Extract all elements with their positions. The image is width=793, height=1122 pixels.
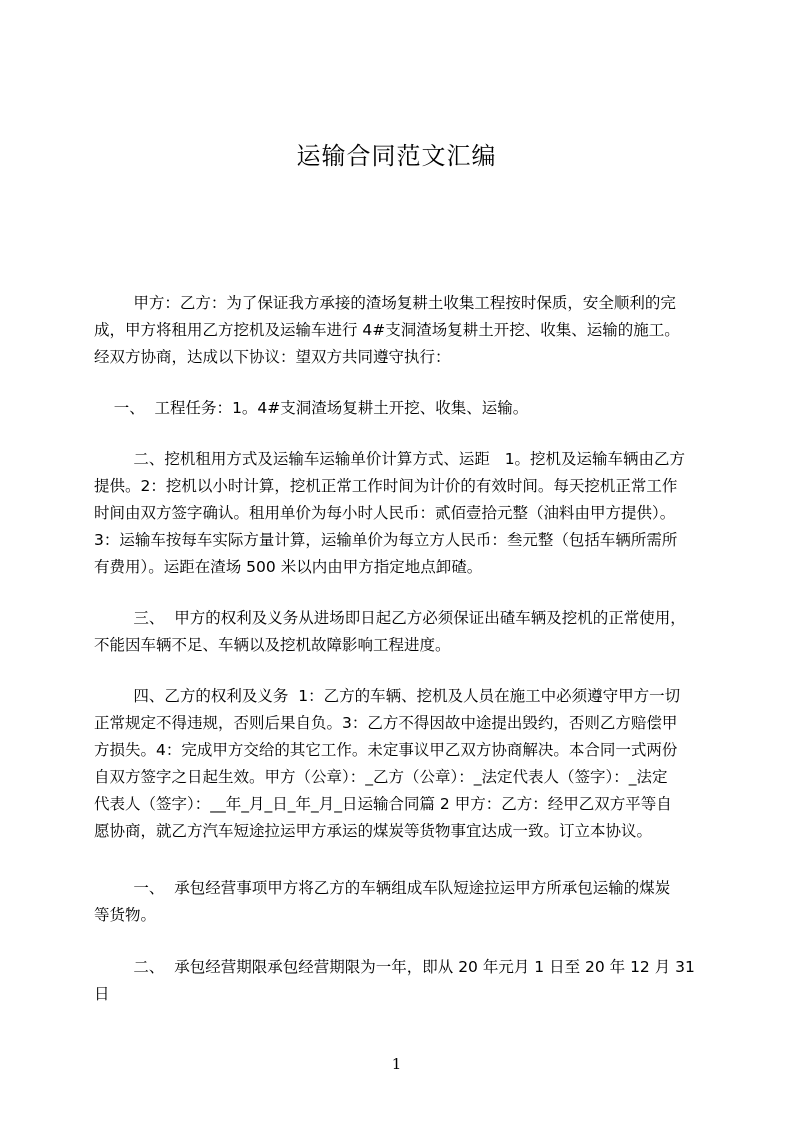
document-title: 运输合同范文汇编 bbox=[296, 142, 497, 170]
text-line: 二、 承包经营期限承包经营期限为一年，即从 20 年元月 1 日至 20 年 12 月 31 bbox=[94, 958, 695, 976]
text-line: 正常规定不得违规，否则后果自负。3：乙方不得因故中途提出毁约，否则乙方赔偿甲 bbox=[94, 714, 678, 732]
text-line: 一、 工程任务：1。4#支洞渣场复耕土开挖、收集、运输。 bbox=[94, 399, 529, 417]
paragraph-contract2-section-2 bbox=[94, 954, 700, 1008]
text-line: 方损失。4：完成甲方交给的其它工作。未定事议甲乙双方协商解决。本合同一式两份 bbox=[94, 741, 678, 759]
text-line: 提供。2：挖机以小时计算，挖机正常工作时间为计价的有效时间。每天挖机正常工作 bbox=[94, 477, 678, 495]
page-number: 1 bbox=[391, 1055, 402, 1073]
text-line: 经双方协商，达成以下协议：望双方共同遵守执行： bbox=[94, 348, 451, 366]
paragraph-section-4 bbox=[94, 683, 700, 845]
paragraph-contract2-section-1 bbox=[94, 875, 700, 929]
paragraph-section-1 bbox=[94, 395, 700, 422]
text-line: 代表人（签字）：__年_月_日_年_月_日运输合同篇 2 甲方：乙方：经甲乙双方平等自 bbox=[94, 795, 672, 813]
paragraph-section-3 bbox=[94, 605, 700, 659]
text-line: 愿协商，就乙方汽车短途拉运甲方承运的煤炭等货物事宜达成一致。订立本协议。 bbox=[94, 822, 653, 840]
text-line: 不能因车辆不足、车辆以及挖机故障影响工程进度。 bbox=[94, 636, 451, 654]
text-line: 四、乙方的权利及义务 1：乙方的车辆、挖机及人员在施工中必须遵守甲方一切 bbox=[94, 687, 681, 705]
text-line: 等货物。 bbox=[94, 906, 157, 924]
paragraph-intro bbox=[94, 290, 700, 371]
text-line: 自双方签字之日起生效。甲方（公章）：_乙方（公章）：_法定代表人（签字）：_法定 bbox=[94, 768, 668, 786]
paragraph-section-2 bbox=[94, 446, 700, 581]
text-line: 日 bbox=[94, 985, 110, 1003]
text-line: 甲方：乙方：为了保证我方承接的渣场复耕土收集工程按时保质，安全顺利的完 bbox=[94, 294, 676, 312]
text-line: 二、挖机租用方式及运输车运输单价计算方式、运距 1。挖机及运输车辆由乙方 bbox=[94, 450, 686, 468]
text-line: 3：运输车按每车实际方量计算，运输单价为每立方人民币：叁元整（包括车辆所需所 bbox=[94, 531, 678, 549]
text-line: 成，甲方将租用乙方挖机及运输车进行 4#支洞渣场复耕土开挖、收集、运输的施工。 bbox=[94, 321, 680, 339]
text-line: 时间由双方签字确认。租用单价为每小时人民币：贰佰壹拾元整（油料由甲方提供）。 bbox=[94, 504, 676, 522]
text-line: 有费用）。运距在渣场 500 米以内由甲方指定地点卸碴。 bbox=[94, 558, 483, 576]
text-line: 三、 甲方的权利及义务从进场即日起乙方必须保证出碴车辆及挖机的正常使用， bbox=[94, 609, 686, 627]
text-line: 一、 承包经营事项甲方将乙方的车辆组成车队短途拉运甲方所承包运输的煤炭 bbox=[94, 879, 671, 897]
